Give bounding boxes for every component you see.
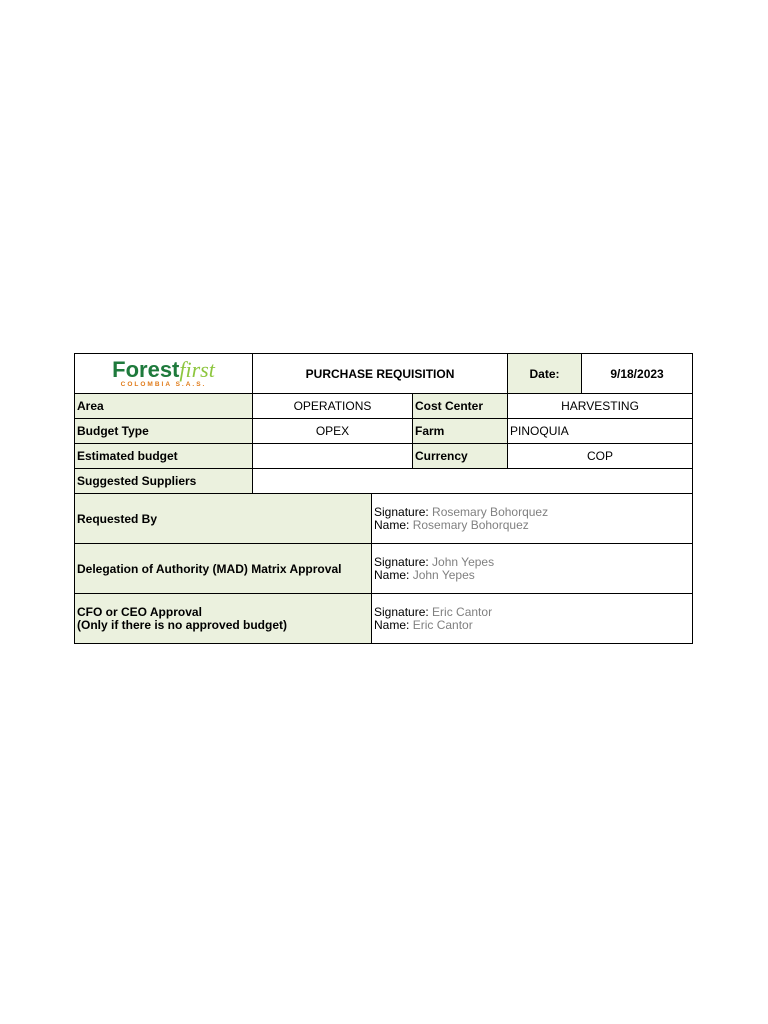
requested-by-label: Requested By (75, 494, 372, 544)
budget-type-value: OPEX (253, 419, 413, 444)
requested-by-signature-block: Signature: Rosemary Bohorquez Name: Rosemary Bohorquez (372, 494, 693, 544)
mad-approval-signature-block: Signature: John Yepes Name: John Yepes (372, 544, 693, 594)
area-value: OPERATIONS (253, 394, 413, 419)
mad-approval-label: Delegation of Authority (MAD) Matrix Approval (75, 544, 372, 594)
currency-value: COP (508, 444, 693, 469)
requested-by-name: Rosemary Bohorquez (412, 517, 529, 532)
farm-value: PINOQUIA (508, 419, 693, 444)
requested-by-signature: Rosemary Bohorquez (432, 504, 549, 519)
cfo-ceo-approval-label: CFO or CEO Approval (Only if there is no approved budget) (75, 594, 372, 644)
estimated-budget-value (253, 444, 413, 469)
estimated-budget-label: Estimated budget (75, 444, 253, 469)
purchase-requisition-form (74, 353, 693, 644)
budget-type-label: Budget Type (75, 419, 253, 444)
cost-center-value: HARVESTING (508, 394, 693, 419)
farm-label: Farm (413, 419, 508, 444)
company-logo: Forestfirst COLOMBIA S.A.S. (75, 354, 253, 394)
date-label: Date: (508, 354, 582, 394)
cfo-ceo-approval-signature-block: Signature: Eric Cantor Name: Eric Cantor (372, 594, 693, 644)
suggested-suppliers-value (253, 469, 693, 494)
cfo-ceo-approval-name: Eric Cantor (412, 617, 473, 632)
form-title: PURCHASE REQUISITION (253, 354, 508, 394)
date-value: 9/18/2023 (582, 354, 693, 394)
cost-center-label: Cost Center (413, 394, 508, 419)
cfo-ceo-approval-signature: Eric Cantor (432, 604, 493, 619)
currency-label: Currency (413, 444, 508, 469)
suggested-suppliers-label: Suggested Suppliers (75, 469, 253, 494)
area-label: Area (75, 394, 253, 419)
mad-approval-signature: John Yepes (432, 554, 495, 569)
mad-approval-name: John Yepes (412, 567, 475, 582)
